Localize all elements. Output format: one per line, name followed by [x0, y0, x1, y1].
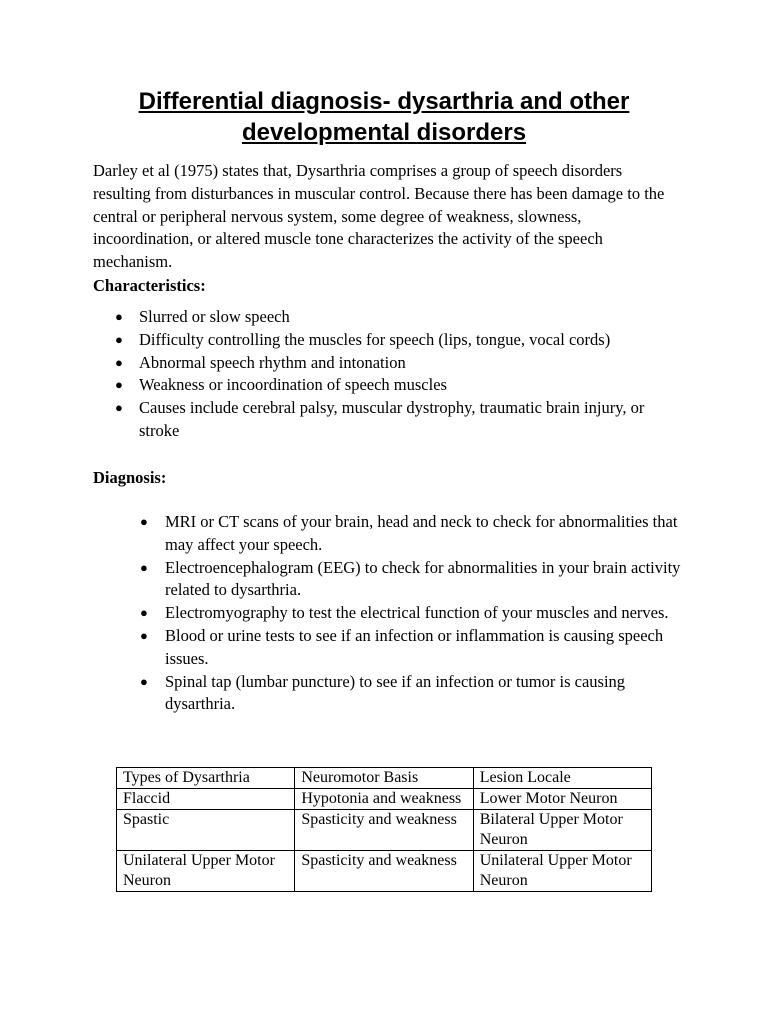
- bullet-icon: ●: [115, 377, 123, 393]
- title-line-2: developmental disorders: [241, 119, 527, 146]
- list-item: ● MRI or CT scans of your brain, head and neck to check for abnormalities that may affect your speech.: [140, 512, 678, 554]
- title-line-1: Differential diagnosis- dysarthria and other: [138, 88, 630, 115]
- characteristics-heading: Characteristics:: [93, 276, 206, 295]
- table-header-cell: Types of Dysarthria: [117, 768, 295, 789]
- bullet-icon: ●: [115, 331, 123, 347]
- list-item: ● Weakness or incoordination of speech muscles: [139, 374, 684, 397]
- characteristics-list: [115, 306, 684, 443]
- bullet-icon: ●: [140, 605, 148, 621]
- table-cell: Spastic: [117, 810, 295, 851]
- table-cell: Spasticity and weakness: [295, 851, 473, 892]
- list-item: ● Blood or urine tests to see if an infection or inflammation is causing speech issues.: [140, 625, 664, 668]
- page-title: [60, 86, 708, 148]
- list-item: ● Difficulty controlling the muscles for speech (lips, tongue, vocal cords): [139, 329, 684, 352]
- bullet-icon: ●: [115, 354, 123, 370]
- bullet-icon: ●: [115, 400, 123, 416]
- list-item: ● Electromyography to test the electrical function of your muscles and nerves.: [165, 602, 685, 625]
- bullet-icon: ●: [115, 309, 123, 324]
- list-item: ● Causes include cerebral palsy, muscular dystrophy, traumatic brain injury, or stroke: [115, 398, 645, 440]
- bullet-icon: ●: [140, 673, 148, 689]
- table-cell: Unilateral Upper Motor Neuron: [473, 851, 651, 892]
- intro-paragraph: Darley et al (1975) states that, Dysarthria comprises a group of speech disorders resulting from disturbances in muscular control. Because there has been damage to the central or peripheral nervous system, some degree of weakness, slowness, incoordination, or altered muscle tone characterizes the activity of the speech mechanism.: [93, 161, 665, 272]
- table-cell: Flaccid: [117, 789, 295, 810]
- bullet-icon: ●: [140, 559, 148, 575]
- list-item: ● Electroencephalogram (EEG) to check for abnormalities in your brain activity related to dysarthria.: [140, 557, 681, 600]
- table-cell: Spasticity and weakness: [295, 810, 473, 851]
- table-row: [117, 851, 652, 892]
- dysarthria-types-table: [116, 767, 652, 892]
- bullet-icon: ●: [140, 514, 148, 529]
- diagnosis-heading: Diagnosis:: [93, 468, 167, 487]
- bullet-icon: ●: [140, 627, 148, 643]
- table-cell: Lower Motor Neuron: [473, 789, 651, 810]
- list-item: ● Abnormal speech rhythm and intonation: [139, 352, 684, 375]
- table-cell: Unilateral Upper Motor Neuron: [117, 851, 295, 892]
- list-item: ● Slurred or slow speech: [139, 306, 684, 329]
- table-row: [117, 789, 652, 810]
- table-row: [117, 810, 652, 851]
- list-item: ● Spinal tap (lumbar puncture) to see if an infection or tumor is causing dysarthria.: [140, 671, 626, 714]
- table-header-row: [117, 768, 652, 789]
- table-header-cell: Neuromotor Basis: [295, 768, 473, 789]
- table-cell: Hypotonia and weakness: [295, 789, 473, 810]
- table-cell: Bilateral Upper Motor Neuron: [473, 810, 651, 851]
- table-header-cell: Lesion Locale: [473, 768, 651, 789]
- diagnosis-list: [140, 511, 685, 716]
